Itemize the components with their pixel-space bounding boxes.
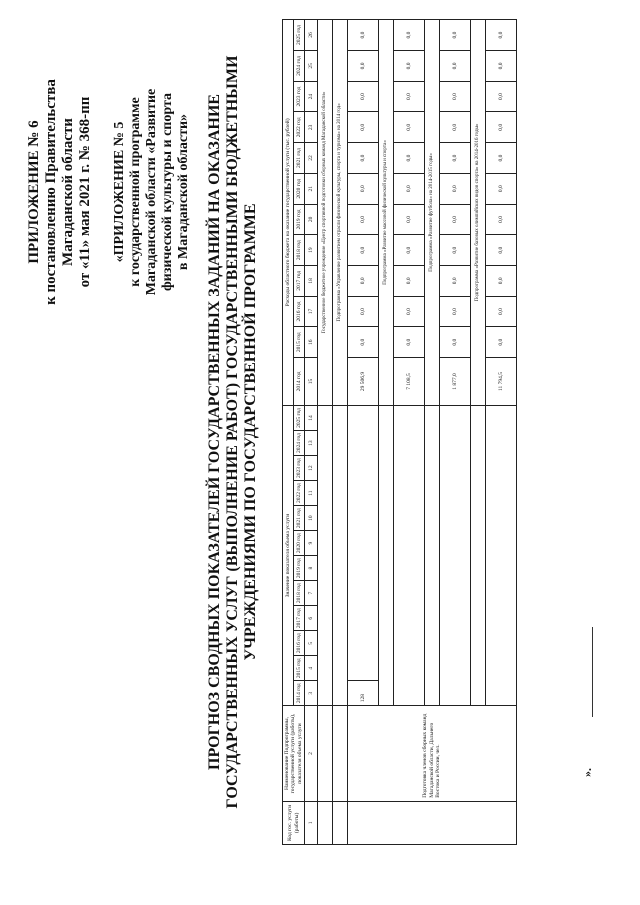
year-header: 2016 год: [294, 296, 305, 327]
expense-cell: 0,0: [486, 81, 517, 112]
subprogram-label: Подпрограмма «Управление развитием отрасли физической культуры, спорта и туризма» на 2014 год»: [333, 20, 348, 406]
year-header: 2019 год: [294, 204, 305, 235]
year-header: 2023 год: [294, 81, 305, 112]
year-header: 2020 год: [294, 173, 305, 204]
column-number: 12: [305, 456, 318, 481]
column-number-row: [305, 20, 318, 845]
expense-cell: 0,0: [348, 81, 379, 112]
header-line: «ПРИЛОЖЕНИЕ № 5: [112, 121, 127, 263]
expense-cell: 0,0: [348, 20, 379, 51]
header-volume-group: Значение показателя объема услуги: [283, 405, 294, 705]
header-line: ПРИЛОЖЕНИЕ № 6: [26, 120, 42, 264]
column-number: 26: [305, 20, 318, 51]
title-line: ПРОГНОЗ СВОДНЫХ ПОКАЗАТЕЛЕЙ ГОСУДАРСТВЕННЫХ ЗАДАНИЙ НА ОКАЗАНИЕ: [206, 94, 223, 770]
subprogram-label: Подпрограмма «Развитие массовой физической культуры и спорта»: [379, 20, 394, 406]
column-number: 1: [305, 801, 318, 844]
expense-cell: 0,0: [394, 327, 425, 358]
column-number: 4: [305, 656, 318, 681]
year-header: 2017 год: [294, 265, 305, 296]
rotated-document-page: [20, 17, 620, 887]
expense-cell: 0,0: [394, 173, 425, 204]
expense-cell: 0,0: [440, 51, 471, 82]
column-number: 25: [305, 51, 318, 82]
year-header: 2015 год: [294, 656, 305, 681]
expense-cell: 0,0: [394, 112, 425, 143]
expense-cell: 0,0: [394, 265, 425, 296]
closing-quote-mark: ».: [580, 768, 594, 777]
service-row-1: [348, 20, 379, 845]
volume-2014: 128: [348, 681, 379, 706]
expense-cell: 0,0: [486, 296, 517, 327]
expense-cell: 0,0: [486, 327, 517, 358]
expense-cell: 0,0: [394, 81, 425, 112]
year-header: 2021 год: [294, 506, 305, 531]
expense-cell: 0,0: [440, 143, 471, 174]
column-number: 9: [305, 531, 318, 556]
year-header: 2014 год: [294, 681, 305, 706]
header-line: Магаданской области «Развитие: [144, 88, 159, 296]
header-line: физической культуры и спорта: [160, 92, 175, 292]
column-number: 2: [305, 706, 318, 802]
institution-label: Государственное бюджетное учреждение «Центр спортивной подготовки сборных команд Магаданской области»: [318, 20, 333, 406]
header-line: от «11» мая 2021 г. № 368-пп: [77, 96, 93, 288]
year-header: 2014 год: [294, 358, 305, 406]
year-header: 2020 год: [294, 531, 305, 556]
expense-cell: 0,0: [348, 296, 379, 327]
column-number: 8: [305, 556, 318, 581]
year-header: 2025 год: [294, 405, 305, 430]
column-number: 7: [305, 581, 318, 606]
year-header: 2025 год: [294, 20, 305, 51]
expense-cell: 11 794,5: [486, 358, 517, 406]
expense-cell: 0,0: [348, 173, 379, 204]
document-title: [206, 17, 260, 847]
subprogram-label: Подпрограмма «Развитие базовых олимпийских видов спорта» на 2014-2016 годы»: [471, 20, 486, 406]
expense-cell: 0,0: [394, 143, 425, 174]
column-number: 17: [305, 296, 318, 327]
column-number: 10: [305, 506, 318, 531]
institution-row: [318, 20, 333, 845]
year-header: 2018 год: [294, 581, 305, 606]
expense-cell: 0,0: [486, 20, 517, 51]
expense-cell: 0,0: [440, 265, 471, 296]
year-header: 2024 год: [294, 51, 305, 82]
year-header: 2019 год: [294, 556, 305, 581]
expense-cell: 0,0: [348, 265, 379, 296]
expense-cell: 0,0: [440, 296, 471, 327]
expense-cell: 0,0: [394, 20, 425, 51]
expense-cell: 0,0: [394, 51, 425, 82]
expense-cell: 0,0: [348, 143, 379, 174]
year-header: 2015 год: [294, 327, 305, 358]
header-expense-group: Расходы областного бюджета на оказание государственной услуги (тыс. рублей): [283, 20, 294, 406]
column-number: 3: [305, 681, 318, 706]
column-number: 18: [305, 265, 318, 296]
expense-cell: 0,0: [440, 235, 471, 266]
expense-cell: 0,0: [486, 235, 517, 266]
expense-cell: 0,0: [486, 143, 517, 174]
expense-cell: 0,0: [348, 112, 379, 143]
expense-cell: 7 108,5: [394, 358, 425, 406]
expense-cell: 0,0: [394, 204, 425, 235]
year-header: 2023 год: [294, 456, 305, 481]
column-number: 14: [305, 405, 318, 430]
year-header: 2024 год: [294, 431, 305, 456]
year-header: 2021 год: [294, 143, 305, 174]
header-line: к постановлению Правительства: [43, 79, 59, 305]
year-header: 2022 год: [294, 481, 305, 506]
header-line: в Магаданской области»: [176, 113, 191, 271]
column-number: 24: [305, 81, 318, 112]
expense-cell: 0,0: [348, 51, 379, 82]
indicators-table: [282, 19, 517, 845]
expense-cell: 0,0: [486, 204, 517, 235]
expense-cell: 0,0: [440, 204, 471, 235]
column-number: 16: [305, 327, 318, 358]
column-number: 5: [305, 631, 318, 656]
column-number: 6: [305, 606, 318, 631]
expense-cell: 0,0: [486, 112, 517, 143]
expense-cell: 0,0: [440, 173, 471, 204]
signature-rule: [592, 627, 593, 717]
expense-cell: 0,0: [486, 265, 517, 296]
appendix-5-header: [112, 27, 192, 357]
year-header: 2022 год: [294, 112, 305, 143]
expense-cell: 0,0: [394, 235, 425, 266]
column-number: 23: [305, 112, 318, 143]
column-number: 22: [305, 143, 318, 174]
expense-cell: 0,0: [440, 20, 471, 51]
expense-cell: 1 877,0: [440, 358, 471, 406]
year-header: 2016 год: [294, 631, 305, 656]
year-header: 2018 год: [294, 235, 305, 266]
header-name: Наименование Подпрограммы, государственной услуги (работы), показателя объема услуги: [283, 706, 305, 802]
column-number: 19: [305, 235, 318, 266]
header-line: Магаданской области: [60, 118, 76, 266]
title-line: УЧРЕЖДЕНИЯМИ ПО ГОСУДАРСТВЕННОЙ ПРОГРАММЕ: [242, 203, 259, 661]
expense-cell: 0,0: [486, 51, 517, 82]
column-number: 21: [305, 173, 318, 204]
title-line: ГОСУДАРСТВЕННЫХ УСЛУГ (ВЫПОЛНЕНИЕ РАБОТ) ГОСУДАРСТВЕННЫМИ БЮДЖЕТНЫМИ: [224, 55, 241, 809]
expense-cell: 0,0: [394, 296, 425, 327]
expense-cell: 0,0: [486, 173, 517, 204]
header-line: к государственной программе: [128, 97, 143, 287]
expense-cell: 0,0: [440, 327, 471, 358]
header-code: Код гос. услуги (работы): [283, 801, 305, 844]
expense-cell: 0,0: [348, 235, 379, 266]
column-number: 13: [305, 431, 318, 456]
expense-cell: 29 506,9: [348, 358, 379, 406]
subprogram-label: Подпрограмма «Развитие футбола» на 2014-2015 годы»: [425, 20, 440, 406]
expense-cell: 0,0: [440, 112, 471, 143]
year-header: 2017 год: [294, 606, 305, 631]
expense-cell: 0,0: [348, 204, 379, 235]
expense-cell: 0,0: [440, 81, 471, 112]
expense-cell: 0,0: [348, 327, 379, 358]
appendix-6-header: [26, 27, 94, 357]
column-number: 11: [305, 481, 318, 506]
subprogram-row-1: [333, 20, 348, 845]
service-name: Подготовка членов сборных команд Магаданской области, Дальнего Востока и России, чел.: [348, 706, 517, 802]
column-number: 15: [305, 358, 318, 406]
column-number: 20: [305, 204, 318, 235]
